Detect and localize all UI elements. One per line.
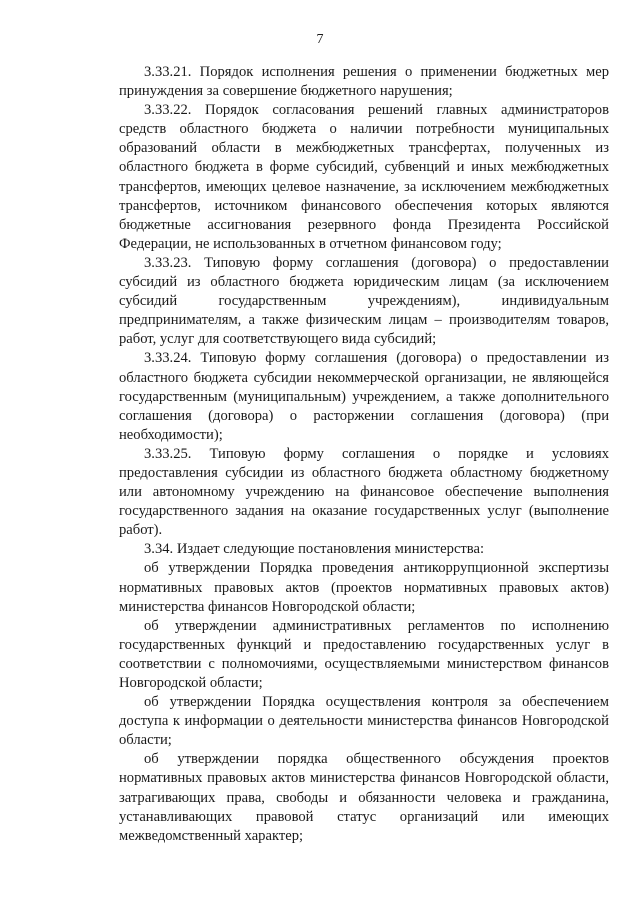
paragraph-3-33-24: 3.33.24. Типовую форму соглашения (договора) о предоставлении из областного бюджета субсидии некоммерческой организации, не являющейся государственным (муниципальным) учреждением, а также дополнительного соглашения (договора) о расторжении соглашения (договора) (при необходимости); <box>119 350 609 443</box>
list-item-public-discussion: об утверждении порядка общественного обсуждения проектов нормативных правовых актов министерства финансов Новгородской области, затрагивающих права, свободы и обязанности человека и гражданина, устанавливающих правовой статус организаций или имеющих межведомственный характер; <box>119 751 609 844</box>
paragraph-3-33-22: 3.33.22. Порядок согласования решений главных администраторов средств областного бюджета о наличии потребности муниципальных образований области в межбюджетных трансфертах, полученных из областного бюджета в форме субсидий, субвенций и иных межбюджетных трансфертов, имеющих целевое назначение, за исключением межбюджетных трансфертов, источником финансового обеспечения которых являются бюджетные ассигнования резервного фонда Президента Российской Федерации, не использованных в отчетном финансовом году; <box>119 102 609 252</box>
list-item-anticorruption-expertise: об утверждении Порядка проведения антикоррупционной экспертизы нормативных правовых актов (проектов нормативных правовых актов) министерства финансов Новгородской области; <box>119 560 609 615</box>
paragraph-3-34: 3.34. Издает следующие постановления министерства: <box>144 541 485 558</box>
paragraph-3-33-25: 3.33.25. Типовую форму соглашения о порядке и условиях предоставления субсидии из областного бюджета областному бюджетному или автономному учреждению на финансовое обеспечение выполнения государственного задания на оказание государственных услуг (выполнение работ). <box>119 445 609 539</box>
document-body <box>119 63 609 846</box>
page-number: 7 <box>316 32 324 47</box>
paragraph-3-33-23: 3.33.23. Типовую форму соглашения (договора) о предоставлении субсидий из областного бюджета юридическим лицам (за исключением субсидий государственным учреждениям), индивидуальным предпринимателям, а также физическим лицам – производителям товаров, работ, услуг для соответствующего вида субсидий; <box>119 254 609 348</box>
paragraph-3-33-21: 3.33.21. Порядок исполнения решения о применении бюджетных мер принуждения за совершение бюджетного нарушения; <box>119 64 609 100</box>
list-item-administrative-regulations: об утверждении административных регламентов по исполнению государственных функций и предоставлению государственных услуг в соответствии с полномочиями, осуществляемыми министерством финансов Новгородской области; <box>119 617 609 691</box>
list-item-information-access-control: об утверждении Порядка осуществления контроля за обеспечением доступа к информации о деятельности министерства финансов Новгородской области; <box>119 694 609 749</box>
